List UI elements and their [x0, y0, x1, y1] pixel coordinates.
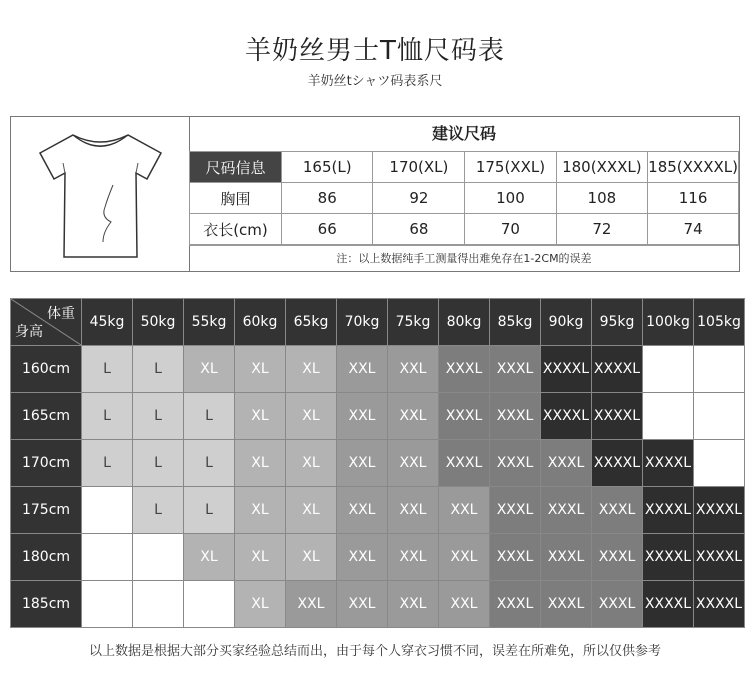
size-cell: XL	[286, 440, 337, 487]
size-cell: XXL	[439, 581, 490, 628]
measurement-note: 注：以上数据纯手工测量得出难免存在1-2CM的误差	[189, 245, 739, 272]
size-info-value: 68	[373, 214, 465, 245]
grid-corner-header	[11, 299, 82, 346]
size-cell: XXXL	[490, 581, 541, 628]
weight-column-header: 70kg	[337, 299, 388, 346]
size-cell: XXL	[337, 534, 388, 581]
size-info-header-label: 尺码信息	[190, 152, 282, 183]
size-cell: XL	[286, 393, 337, 440]
size-column-header: 180(XXXL)	[556, 152, 648, 183]
size-cell: L	[133, 487, 184, 534]
size-cell: XL	[235, 581, 286, 628]
size-cell: L	[133, 346, 184, 393]
size-info-row-label: 胸围	[190, 183, 282, 214]
size-cell: XXXL	[592, 534, 643, 581]
size-info-row-label: 衣长(cm)	[190, 214, 282, 245]
size-cell: XXXL	[439, 393, 490, 440]
weight-column-header: 75kg	[388, 299, 439, 346]
size-cell: XXL	[337, 393, 388, 440]
size-info-value: 70	[465, 214, 556, 245]
size-cell	[694, 393, 745, 440]
size-cell: XXXXL	[694, 581, 745, 628]
size-cell: XXL	[388, 393, 439, 440]
weight-column-header: 45kg	[82, 299, 133, 346]
weight-axis-label: 体重	[47, 306, 75, 322]
height-row	[11, 346, 745, 393]
size-cell: XL	[286, 534, 337, 581]
size-cell: XXXXL	[643, 581, 694, 628]
height-axis-label: 身高	[15, 324, 43, 340]
height-row-header: 160cm	[11, 346, 82, 393]
size-cell: XXXL	[490, 346, 541, 393]
height-row-header: 170cm	[11, 440, 82, 487]
height-row	[11, 393, 745, 440]
size-column-header: 175(XXL)	[465, 152, 556, 183]
size-cell: XXL	[337, 581, 388, 628]
size-column-header: 185(XXXXL)	[648, 152, 739, 183]
size-info-value: 92	[373, 183, 465, 214]
size-cell	[133, 534, 184, 581]
height-row	[11, 534, 745, 581]
height-row	[11, 440, 745, 487]
weight-column-header: 105kg	[694, 299, 745, 346]
size-cell: XXXL	[439, 346, 490, 393]
size-cell: XL	[286, 346, 337, 393]
size-cell: XL	[235, 393, 286, 440]
size-cell: XXXL	[490, 534, 541, 581]
size-info-row	[190, 183, 739, 214]
size-cell: L	[133, 393, 184, 440]
size-cell: L	[82, 393, 133, 440]
size-cell: L	[184, 440, 235, 487]
weight-column-header: 55kg	[184, 299, 235, 346]
height-row	[11, 487, 745, 534]
page-subtitle: 羊奶丝tシャツ码表系尺	[307, 74, 443, 89]
size-recommendation-grid	[10, 298, 745, 628]
size-cell: XL	[286, 487, 337, 534]
weight-column-header: 50kg	[133, 299, 184, 346]
size-cell: XXXL	[541, 440, 592, 487]
size-cell: XXXXL	[694, 534, 745, 581]
size-cell: XL	[235, 487, 286, 534]
size-cell: XXL	[388, 581, 439, 628]
size-cell: XXXXL	[643, 534, 694, 581]
size-column-header: 170(XL)	[373, 152, 465, 183]
size-cell: XXXXL	[592, 393, 643, 440]
size-info-row	[190, 214, 739, 245]
size-info-value: 74	[648, 214, 739, 245]
size-cell	[184, 581, 235, 628]
size-cell: XXL	[337, 487, 388, 534]
page-title: 羊奶丝男士T恤尺码表	[245, 36, 505, 66]
size-info-value: 66	[281, 214, 373, 245]
weight-column-header: 95kg	[592, 299, 643, 346]
size-cell: XXXL	[490, 487, 541, 534]
size-cell: XXXL	[541, 534, 592, 581]
size-cell	[643, 346, 694, 393]
size-cell: XXL	[337, 346, 388, 393]
size-cell	[694, 440, 745, 487]
size-info-value: 72	[556, 214, 648, 245]
size-cell	[82, 534, 133, 581]
size-cell: XL	[235, 534, 286, 581]
size-cell: XXL	[388, 440, 439, 487]
size-cell: XL	[235, 346, 286, 393]
size-column-header: 165(L)	[281, 152, 373, 183]
size-info-table	[189, 151, 739, 245]
size-cell: XXXL	[541, 487, 592, 534]
size-cell: L	[184, 393, 235, 440]
suggested-size-heading: 建议尺码	[431, 124, 496, 143]
disclaimer-footer: 以上数据是根据大部分买家经验总结而出，由于每个人穿衣习惯不同，误差在所难免，所以仅供参考	[88, 644, 661, 659]
height-row-header: 180cm	[11, 534, 82, 581]
size-info-value: 100	[465, 183, 556, 214]
size-cell: XL	[235, 440, 286, 487]
size-cell	[643, 393, 694, 440]
size-info-box	[10, 116, 740, 272]
size-info-value: 108	[556, 183, 648, 214]
weight-column-header: 85kg	[490, 299, 541, 346]
size-cell: XXL	[439, 487, 490, 534]
size-cell: L	[82, 440, 133, 487]
size-cell: XXXXL	[643, 487, 694, 534]
size-cell: XXXXL	[541, 393, 592, 440]
size-cell	[133, 581, 184, 628]
height-row-header: 175cm	[11, 487, 82, 534]
size-cell	[82, 581, 133, 628]
size-cell: XXXL	[541, 581, 592, 628]
size-cell: XL	[184, 346, 235, 393]
weight-column-header: 60kg	[235, 299, 286, 346]
size-info-value: 86	[281, 183, 373, 214]
size-cell: XXXL	[490, 440, 541, 487]
size-cell	[694, 346, 745, 393]
size-cell: L	[184, 487, 235, 534]
weight-column-header: 65kg	[286, 299, 337, 346]
weight-column-header: 100kg	[643, 299, 694, 346]
size-cell: XXL	[388, 346, 439, 393]
size-cell: XL	[184, 534, 235, 581]
size-info-value: 116	[648, 183, 739, 214]
size-cell: XXXL	[592, 581, 643, 628]
size-cell: XXXXL	[592, 346, 643, 393]
size-cell: L	[133, 440, 184, 487]
shirt-illustration-cell	[11, 117, 190, 271]
size-cell: XXL	[337, 440, 388, 487]
size-cell: XXXL	[592, 487, 643, 534]
size-cell: XXXL	[490, 393, 541, 440]
size-cell: XXXXL	[643, 440, 694, 487]
tshirt-icon	[33, 127, 168, 262]
height-row	[11, 581, 745, 628]
size-cell: XXXXL	[694, 487, 745, 534]
size-cell: XXXL	[439, 440, 490, 487]
size-cell: XXL	[388, 534, 439, 581]
size-cell: XXXXL	[592, 440, 643, 487]
size-cell: XXL	[388, 487, 439, 534]
height-row-header: 185cm	[11, 581, 82, 628]
size-cell: L	[82, 346, 133, 393]
weight-column-header: 90kg	[541, 299, 592, 346]
size-cell: XXL	[286, 581, 337, 628]
size-cell: XXL	[439, 534, 490, 581]
size-cell	[82, 487, 133, 534]
size-cell: XXXXL	[541, 346, 592, 393]
height-row-header: 165cm	[11, 393, 82, 440]
weight-column-header: 80kg	[439, 299, 490, 346]
